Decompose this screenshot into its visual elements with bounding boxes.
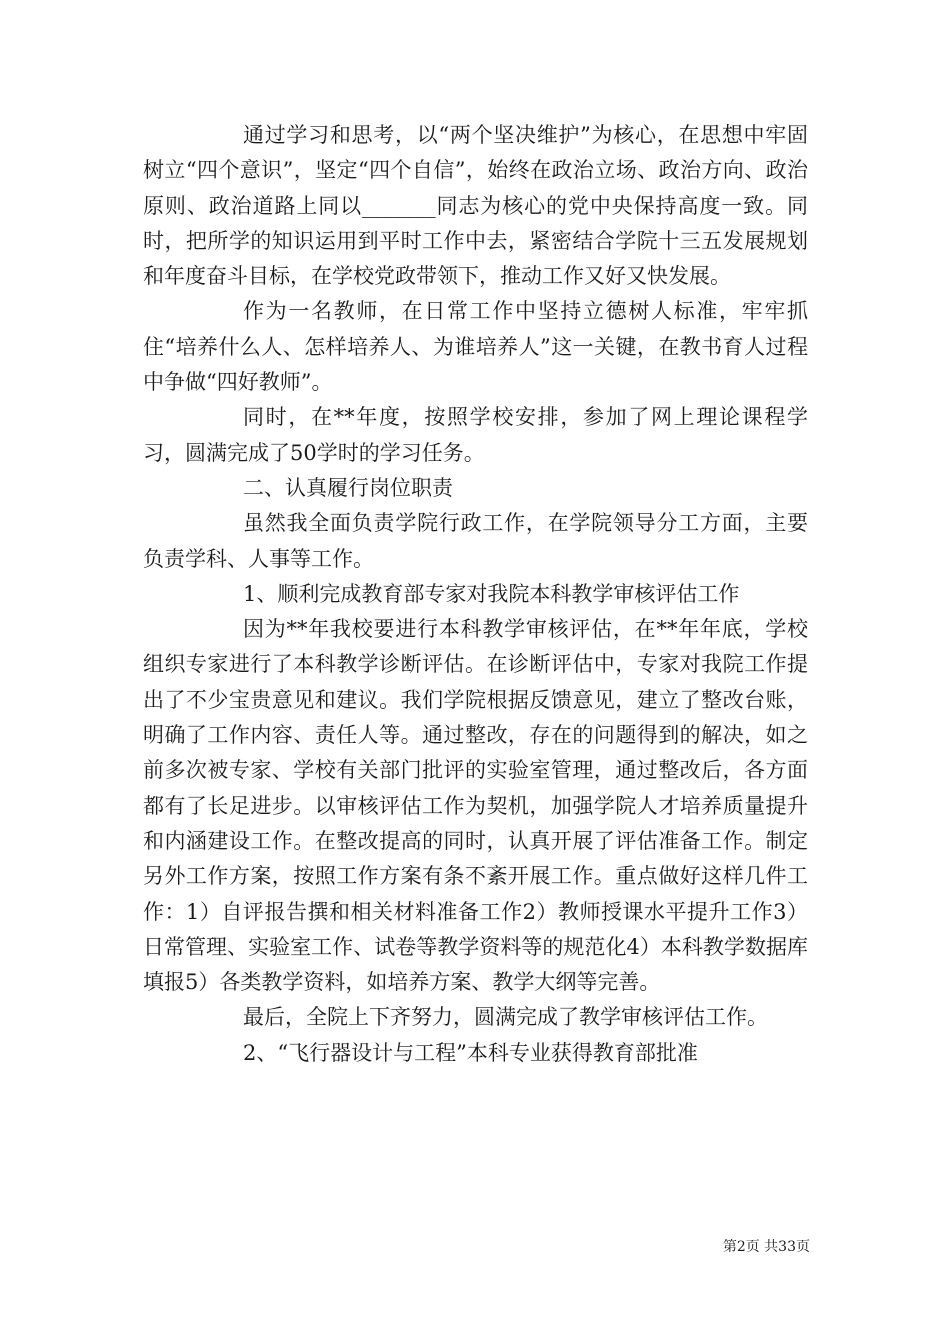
document-body bbox=[143, 118, 808, 1071]
paragraph-evaluation-details: 因为**年我校要进行本科教学审核评估，在**年年底，学校组织专家进行了本科教学诊断评估。在诊断评估中，专家对我院工作提出了不少宝贵意见和建议。我们学院根据反馈意见，建立了整改台账，明确了工作内容、责任人等。通过整改，存在的问题得到的解决，如之前多次被专家、学校有关部门批评的实验室管理，通过整改后，各方面都有了长足进步。以审核评估工作为契机，加强学院人才培养质量提升和内涵建设工作。在整改提高的同时，认真开展了评估准备工作。制定另外工作方案，按照工作方案有条不紊开展工作。重点做好这样几件工作：1）自评报告撰和相关材料准备工作2）教师授课水平提升工作3）日常管理、实验室工作、试卷等教学资料等的规范化4）本科教学数据库填报5）各类教学资料，如培养方案、教学大纲等完善。 bbox=[143, 617, 808, 995]
paragraph-teacher-duty: 作为一名教师，在日常工作中坚持立德树人标准，牢牢抓住“培养什么人、怎样培养人、为谁培养人”这一关键，在教书育人过程中争做“四好教师”。 bbox=[143, 299, 808, 395]
section-heading-job-duties: 二、认真履行岗位职责 bbox=[243, 475, 453, 500]
paragraph-evaluation-completed: 最后，全院上下齐努力，圆满完成了教学审核评估工作。 bbox=[243, 1005, 768, 1030]
paragraph-online-study: 同时，在**年度，按照学校安排，参加了网上理论课程学习，圆满完成了50学时的学习任务。 bbox=[143, 405, 808, 465]
subheading-aircraft-major: 2、“飞行器设计与工程”本科专业获得教育部批准 bbox=[243, 1040, 698, 1065]
paragraph-admin-work: 虽然我全面负责学院行政工作，在学院领导分工方面，主要负责学科、人事等工作。 bbox=[143, 511, 808, 571]
paragraph-political-study: 通过学习和思考，以“两个坚决维护”为核心，在思想中牢固树立“四个意识”，坚定“四个自信”，始终在政治立场、政治方向、政治原则、政治道路上同以_______同志为核心的党中央保持高度一致。同时，把所学的知识运用到平时工作中去，紧密结合学院十三五发展规划和年度奋斗目标，在学校党政带领下，推动工作又好又快发展。 bbox=[143, 123, 808, 289]
subheading-teaching-evaluation: 1、顺利完成教育部专家对我院本科教学审核评估工作 bbox=[243, 581, 740, 606]
page-number: 第2页 共33页 bbox=[722, 1239, 810, 1255]
